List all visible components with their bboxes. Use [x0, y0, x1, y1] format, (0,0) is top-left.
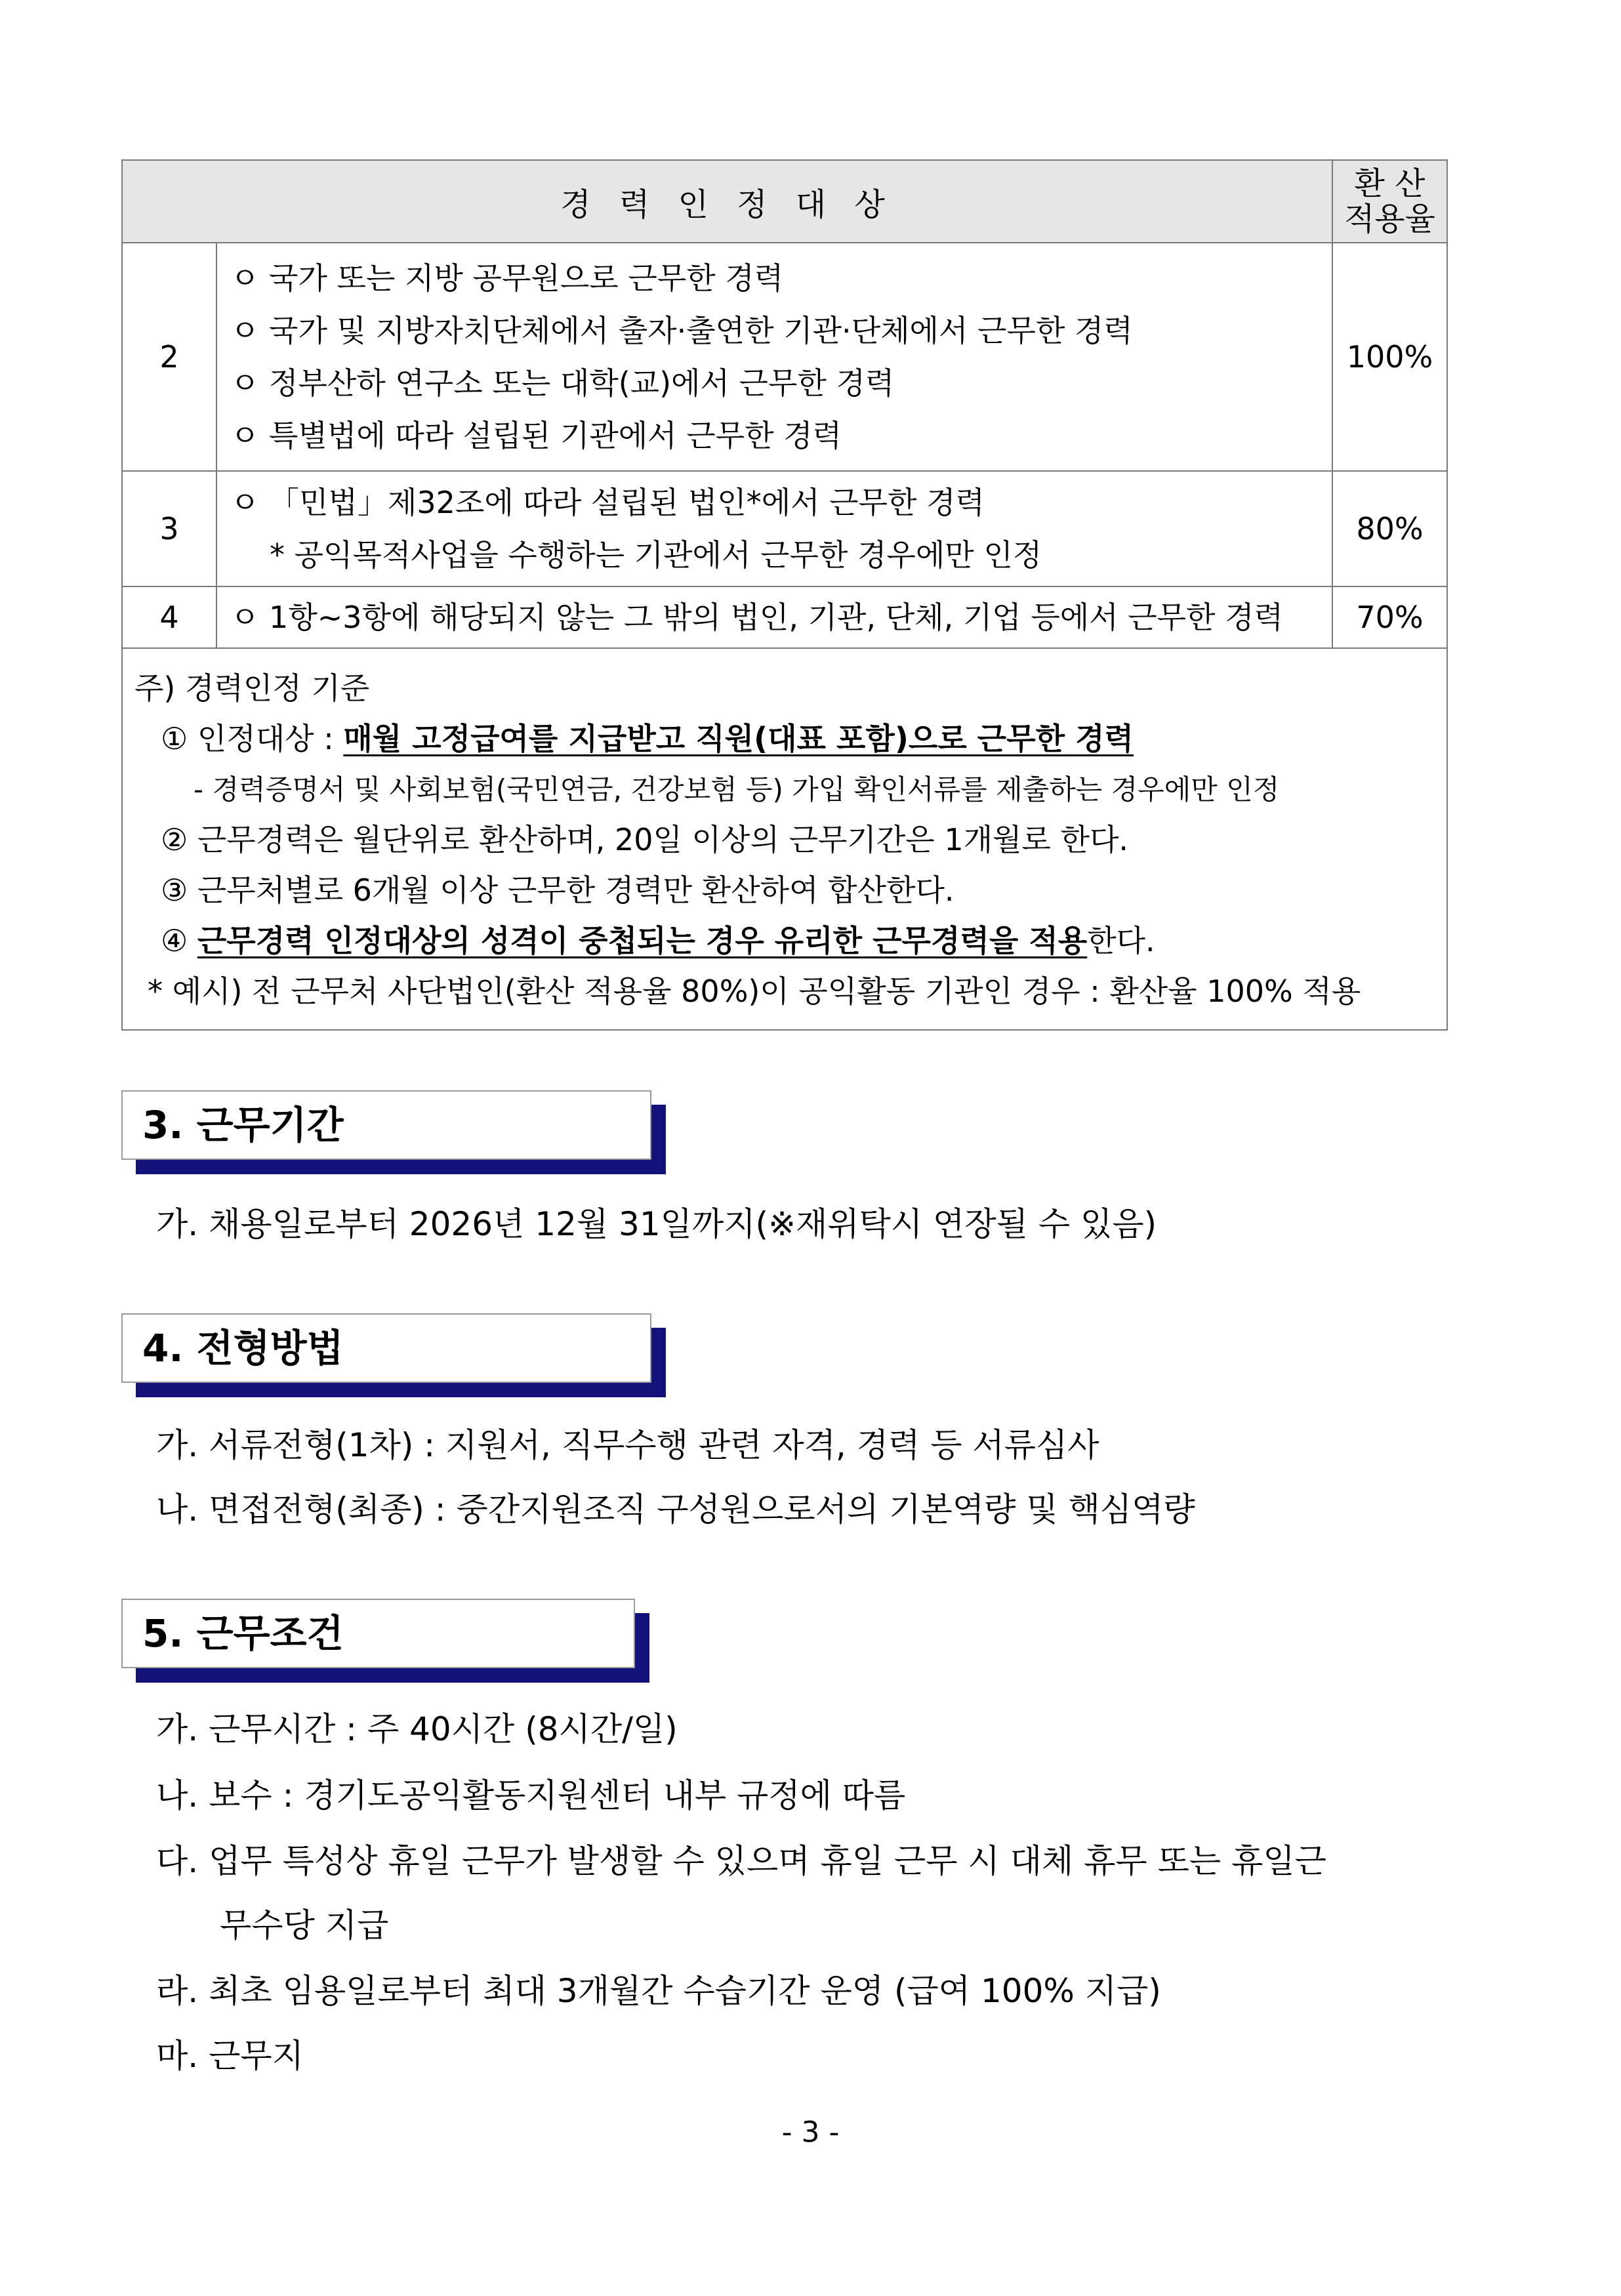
table-row	[122, 586, 1447, 648]
section-5-item: 마. 근무지	[156, 2037, 304, 2075]
table-header-row	[122, 160, 1447, 243]
note-1-prefix: ① 인정대상 :	[161, 721, 344, 756]
note-4	[134, 916, 1447, 966]
list-item: ㅇ 정부산하 연구소 또는 대학(교)에서 근무한 경력	[230, 365, 895, 401]
section-title: 5. 근무조건	[121, 1599, 635, 1668]
row-items	[216, 471, 1332, 586]
list-item-note: * 공익목적사업을 수행하는 기관에서 근무한 경우에만 인정	[270, 537, 1042, 573]
note-4-prefix: ④	[161, 923, 197, 958]
row-number: 2	[122, 243, 216, 471]
section-5-item: 라. 최초 임용일로부터 최대 3개월간 수습기간 운영 (급여 100% 지급)	[156, 1972, 1161, 2010]
row-rate: 70%	[1332, 586, 1447, 648]
note-4-suffix: 한다.	[1087, 923, 1155, 958]
section-title: 4. 전형방법	[121, 1313, 651, 1383]
row-items	[216, 586, 1332, 648]
notes-cell	[122, 648, 1447, 1030]
table-row	[122, 471, 1447, 586]
list-item: ㅇ 1항~3항에 해당되지 않는 그 밖의 법인, 기관, 단체, 기업 등에서 근무한 경력	[230, 600, 1284, 635]
note-1	[134, 714, 1447, 764]
section-5-item: 나. 보수 : 경기도공익활동지원센터 내부 규정에 따름	[156, 1776, 906, 1814]
section-4-item: 나. 면접전형(최종) : 중간지원조직 구성원으로서의 기본역량 및 핵심역량	[156, 1490, 1195, 1528]
row-rate: 100%	[1332, 243, 1447, 471]
header-target: 경 력 인 정 대 상	[122, 160, 1332, 243]
row-number: 4	[122, 586, 216, 648]
row-number: 3	[122, 471, 216, 586]
header-rate-line2: 적용율	[1344, 201, 1436, 237]
note-3: ③ 근무처별로 6개월 이상 근무한 경력만 환산하여 합산한다.	[161, 872, 954, 908]
list-item: ㅇ 국가 및 지방자치단체에서 출자·출연한 기관·단체에서 근무한 경력	[230, 313, 1133, 348]
row-items	[216, 243, 1332, 471]
notes-row	[122, 648, 1447, 1030]
note-1-emphasis: 매월 고정급여를 지급받고 직원(대표 포함)으로 근무한 경력	[343, 721, 1134, 756]
career-recognition-table	[121, 159, 1448, 1031]
table-row	[122, 243, 1447, 471]
list-item: ㅇ 국가 또는 지방 공무원으로 근무한 경력	[230, 260, 784, 296]
header-conversion-rate	[1332, 160, 1447, 243]
list-item: ㅇ 특별법에 따라 설립된 기관에서 근무한 경력	[230, 418, 842, 453]
section-5-item: 다. 업무 특성상 휴일 근무가 발생할 수 있으며 휴일 근무 시 대체 휴무 또는 휴일근	[156, 1842, 1327, 1880]
note-1-sub: - 경력증명서 및 사회보험(국민연금, 건강보험 등) 가입 확인서류를 제출하는 경우에만 인정	[194, 773, 1280, 806]
list-item: ㅇ 「민법」제32조에 따라 설립된 법인*에서 근무한 경력	[230, 485, 985, 520]
section-5-item: 가. 근무시간 : 주 40시간 (8시간/일)	[156, 1710, 678, 1748]
row-rate: 80%	[1332, 471, 1447, 586]
note-4-emphasis: 근무경력 인정대상의 성격이 중첩되는 경우 유리한 근무경력을 적용	[197, 923, 1088, 958]
header-rate-line1: 환 산	[1354, 165, 1426, 202]
page-number: - 3 -	[781, 2116, 840, 2149]
notes-title: 주) 경력인정 기준	[134, 670, 370, 706]
note-2: ② 근무경력은 월단위로 환산하며, 20일 이상의 근무기간은 1개월로 한다.	[161, 822, 1129, 857]
section-title: 3. 근무기간	[121, 1090, 651, 1160]
section-4-item: 가. 서류전형(1차) : 지원서, 직무수행 관련 자격, 경력 등 서류심사	[156, 1426, 1099, 1464]
section-5-item-continued: 무수당 지급	[220, 1906, 389, 1944]
note-example: * 예시) 전 근무처 사단법인(환산 적용율 80%)이 공익활동 기관인 경우 : 환산율 100% 적용	[148, 974, 1361, 1009]
section-3-item: 가. 채용일로부터 2026년 12월 31일까지(※재위탁시 연장될 수 있음)	[156, 1205, 1157, 1243]
